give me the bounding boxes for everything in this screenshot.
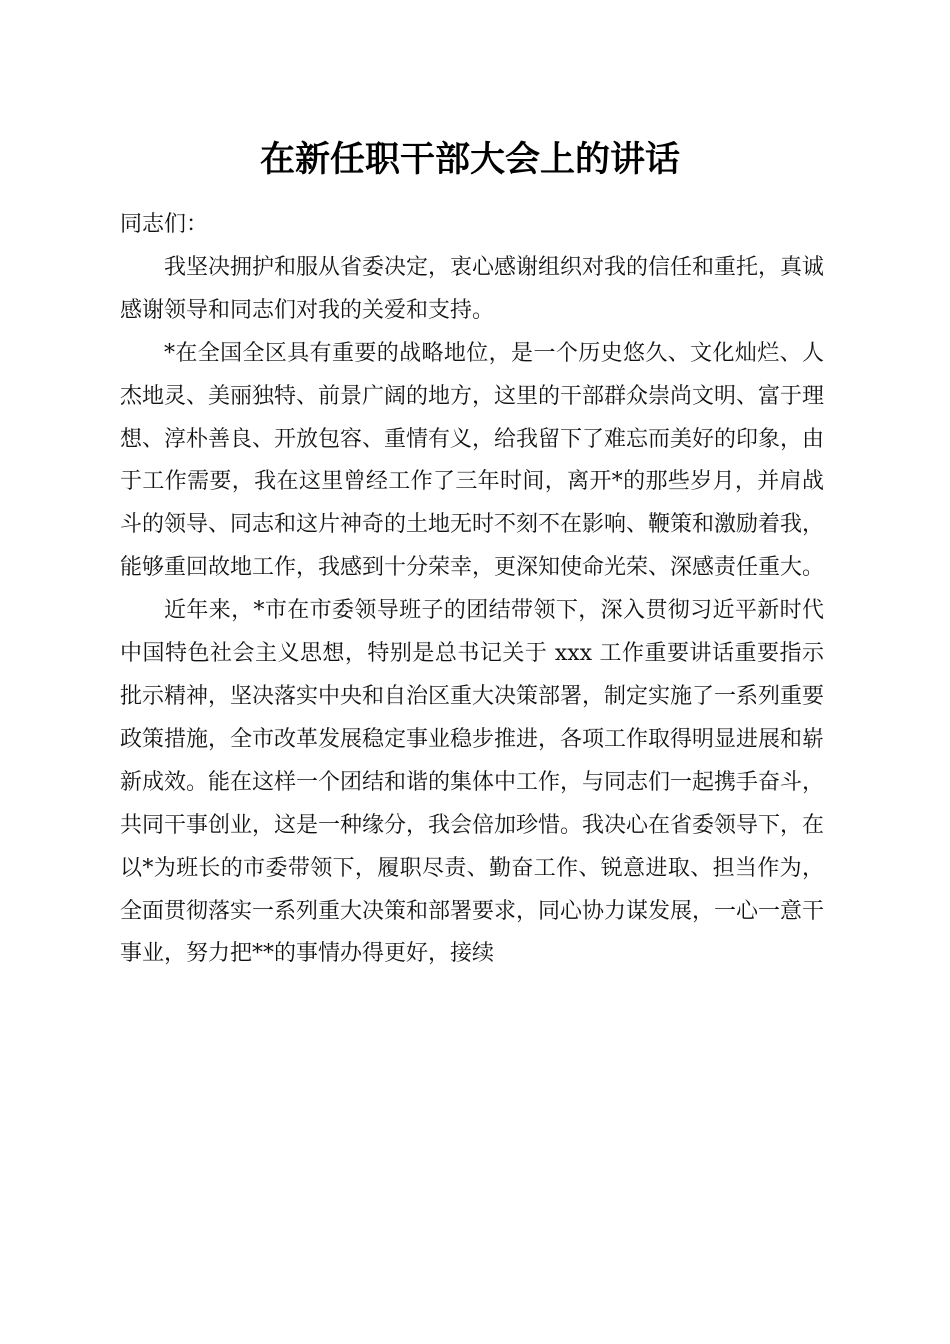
paragraph-1: 我坚决拥护和服从省委决定，衷心感谢组织对我的信任和重托，真诚感谢领导和同志们对我的关爱和支持。 [120, 254, 825, 323]
paragraph-3: 近年来，*市在市委领导班子的团结带领下，深入贯彻习近平新时代中国特色社会主义思想，特别是总书记关于 xxx 工作重要讲话重要指示批示精神，坚决落实中央和自治区重大决策部署，制定实施了一系列重要政策措施，全市改革发展稳定事业稳步推进，各项工作取得明显进展和崭新成效。能在这样一个团结和谐的集体中工作，与同志们一起携手奋斗，共同干事创业，这是一种缘分，我会倍加珍惜。我决心在省委领导下，在以*为班长的市委带领下，履职尽责、勤奋工作、锐意进取、担当作为，全面贯彻落实一系列重大决策和部署要求，同心协力谋发展，一心一意干事业，努力把**的事情办得更好，接续 [120, 598, 825, 967]
document-title: 在新任职干部大会上的讲话 [259, 139, 680, 180]
greeting: 同志们： [120, 212, 209, 237]
paragraph-2: *在全国全区具有重要的战略地位，是一个历史悠久、文化灿烂、人杰地灵、美丽独特、前景广阔的地方，这里的干部群众崇尚文明、富于理想、淳朴善良、开放包容、重情有义，给我留下了难忘而美好的印象，由于工作需要，我在这里曾经工作了三年时间，离开*的那些岁月，并肩战斗的领导、同志和这片神奇的土地无时不刻不在影响、鞭策和激励着我，能够重回故地工作，我感到十分荣幸，更深知使命光荣、深感责任重大。 [120, 340, 825, 581]
document-body [120, 204, 824, 976]
